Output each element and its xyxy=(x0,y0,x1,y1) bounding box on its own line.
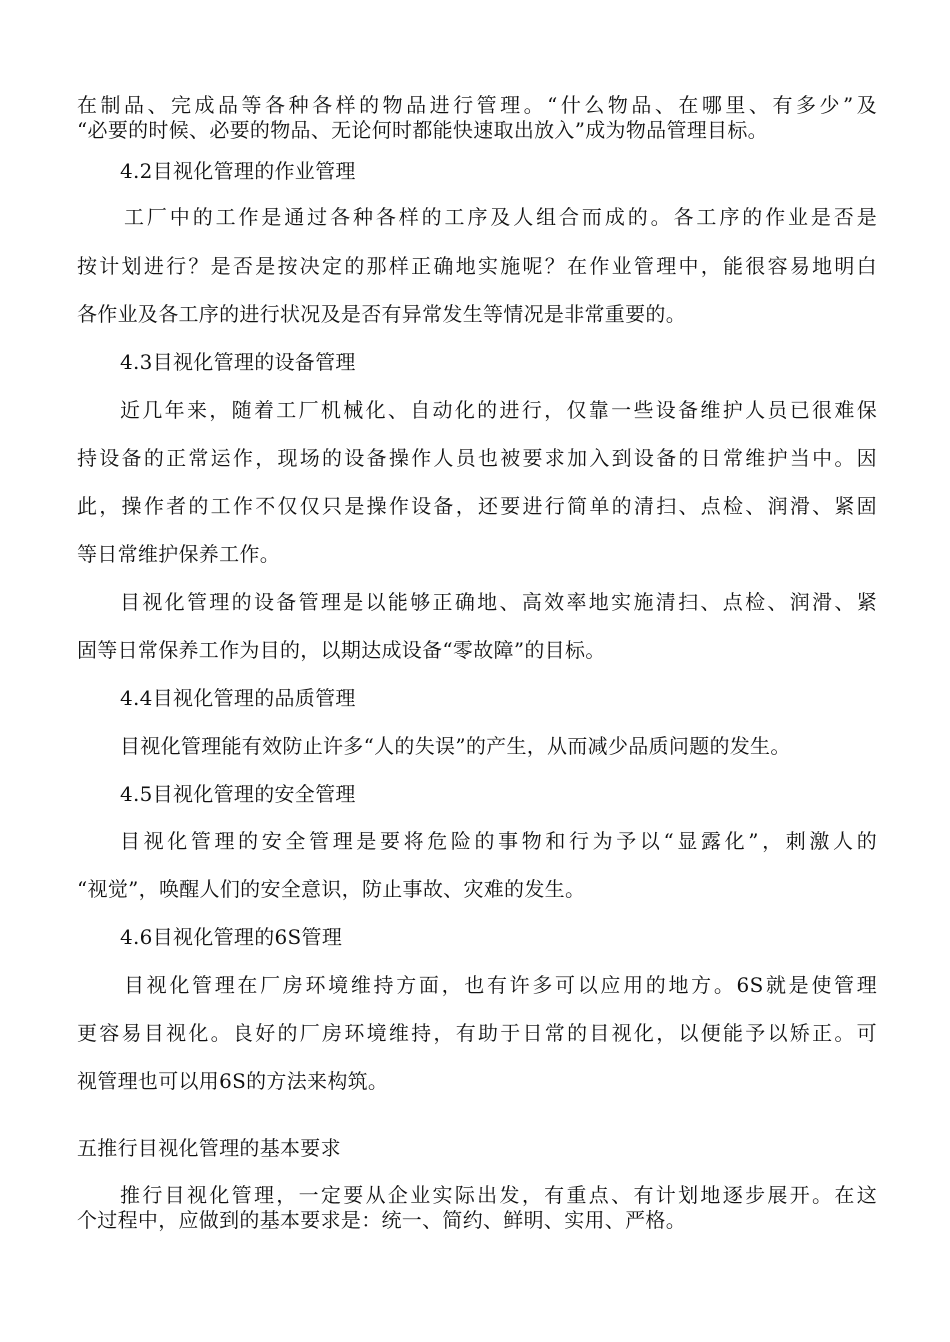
section-heading-4-5: 4.5目视化管理的安全管理 xyxy=(120,782,356,806)
paragraph-line: 推行目视化管理，一定要从企业实际出发，有重点、有计划地逐步展开。在这 xyxy=(120,1183,877,1207)
paragraph-line: 目视化管理的设备管理是以能够正确地、高效率地实施清扫、点检、润滑、紧 xyxy=(120,590,877,614)
paragraph-line: 此，操作者的工作不仅仅只是操作设备，还要进行简单的清扫、点检、润滑、紧固 xyxy=(77,494,877,518)
section-heading-4-6: 4.6目视化管理的6S管理 xyxy=(120,925,343,949)
paragraph-line: 固等日常保养工作为目的，以期达成设备“零故障”的目标。 xyxy=(77,638,606,662)
paragraph-line: 按计划进行？是否是按决定的那样正确地实施呢？在作业管理中，能很容易地明白 xyxy=(77,254,877,278)
paragraph-line: 视管理也可以用6S的方法来构筑。 xyxy=(77,1069,389,1093)
chapter-heading-5: 五推行目视化管理的基本要求 xyxy=(77,1136,341,1160)
paragraph-line: 目视化管理能有效防止许多“人的失误”的产生，从而减少品质问题的发生。 xyxy=(120,734,791,758)
paragraph-line: 近几年来，随着工厂机械化、自动化的进行，仅靠一些设备维护人员已很难保 xyxy=(120,398,877,422)
paragraph-line: 等日常维护保养工作。 xyxy=(77,542,280,566)
paragraph-line: 各作业及各工序的进行状况及是否有异常发生等情况是非常重要的。 xyxy=(77,302,686,326)
paragraph-line: 工厂中的工作是通过各种各样的工序及人组合而成的。各工序的作业是否是 xyxy=(124,205,877,229)
section-heading-4-2: 4.2目视化管理的作业管理 xyxy=(120,159,356,183)
paragraph-line: 持设备的正常运作，现场的设备操作人员也被要求加入到设备的日常维护当中。因 xyxy=(77,446,877,470)
section-heading-4-4: 4.4目视化管理的品质管理 xyxy=(120,686,356,710)
section-heading-4-3: 4.3目视化管理的设备管理 xyxy=(120,350,356,374)
paragraph-line: 更容易目视化。良好的厂房环境维持，有助于日常的目视化，以便能予以矫正。可 xyxy=(77,1021,877,1045)
paragraph-line: 个过程中，应做到的基本要求是：统一、简约、鲜明、实用、严格。 xyxy=(77,1208,686,1232)
paragraph-line: 目视化管理在厂房环境维持方面，也有许多可以应用的地方。6S就是使管理 xyxy=(124,973,877,997)
paragraph-line: 目视化管理的安全管理是要将危险的事物和行为予以“显露化”，刺激人的 xyxy=(120,829,877,853)
paragraph-line: “视觉”，唤醒人们的安全意识，防止事故、灾难的发生。 xyxy=(77,877,586,901)
paragraph-line: “必要的时候、必要的物品、无论何时都能快速取出放入”成为物品管理目标。 xyxy=(77,118,768,142)
paragraph-line: 在制品、完成品等各种各样的物品进行管理。“什么物品、在哪里、有多少”及 xyxy=(77,93,877,117)
